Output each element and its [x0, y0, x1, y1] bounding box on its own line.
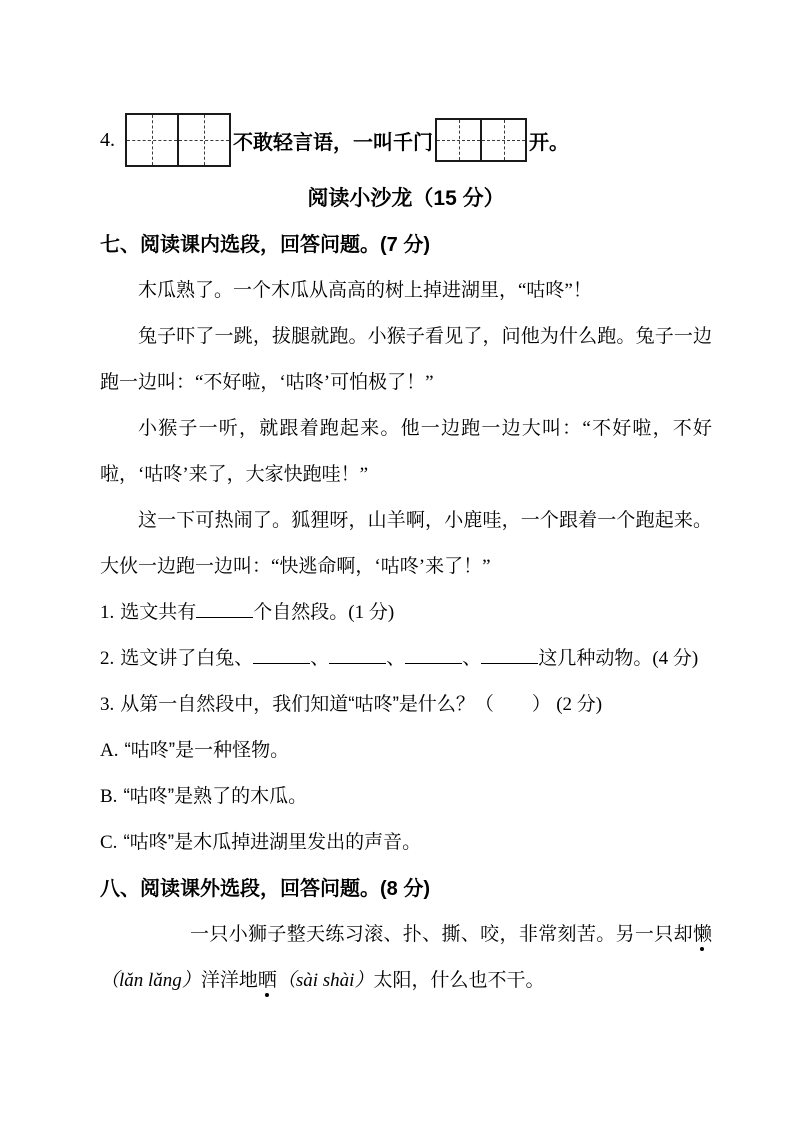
- question-1-text-before: 选文共有: [120, 602, 197, 623]
- poem-text-end: 开。: [529, 131, 569, 154]
- section-7-heading: 七、阅读课内选段，回答问题。(7 分): [100, 234, 430, 256]
- list-separator: 、: [462, 648, 482, 669]
- pinyin-choice-lan: （lǎn lǎng）: [100, 970, 201, 991]
- question-1-score: (1 分): [348, 602, 395, 623]
- answer-blank: [405, 649, 462, 664]
- passage-paragraph-1: 木瓜熟了。一个木瓜从高高的树上掉进湖里，“咕咚”！: [138, 280, 592, 301]
- writing-grid-cell: [437, 120, 480, 160]
- section-title-reading-salon: 阅读小沙龙（15 分）: [307, 187, 505, 210]
- item-4-row: [100, 112, 712, 168]
- question-1-number: 1.: [100, 602, 115, 623]
- passage-paragraph-2: 兔子吓了一跳，拔腿就跑。小猴子看见了，问他为什么跑。兔子一边跑一边叫：“不好啦，‘咕咚’可怕极了！”: [100, 326, 712, 393]
- option-a: [100, 728, 712, 774]
- list-separator: 、: [386, 648, 406, 669]
- option-a-label: A.: [100, 740, 119, 761]
- lion-passage-part-1: 一只小狮子整天练习滚、扑、撕、咬，非常刻苦。另一只却: [190, 924, 693, 945]
- question-3-number: 3.: [100, 694, 115, 715]
- option-b-label: B.: [100, 786, 118, 807]
- lion-passage-part-3: 太阳，什么也不干。: [373, 970, 545, 991]
- emphasized-char-shai: 晒: [257, 970, 277, 991]
- option-c: [100, 820, 712, 866]
- lion-passage-part-2: 洋洋地: [200, 970, 258, 991]
- answer-blank: [253, 649, 310, 664]
- answer-bracket: （ ）: [474, 694, 551, 715]
- question-2-number: 2.: [100, 648, 115, 669]
- writing-grid-cell: [127, 115, 177, 165]
- question-2-text-before: 选文讲了白兔、: [120, 648, 254, 669]
- question-1-text-after: 个自然段。: [253, 602, 349, 623]
- passage-paragraph-4: 这一下可热闹了。狐狸呀，山羊啊，小鹿哇，一个跟着一个跑起来。大伙一边跑一边叫：“快逃命啊，‘咕咚’来了！”: [100, 510, 712, 577]
- option-b-text: “咕咚”是熟了的木瓜。: [123, 786, 308, 807]
- answer-blank: [481, 649, 538, 664]
- poem-text-middle: 不敢轻言语，一叫千门: [233, 131, 433, 154]
- question-2-score: (4 分): [652, 648, 699, 669]
- answer-blank: [329, 649, 386, 664]
- question-3-text: 从第一自然段中，我们知道“咕咚”是什么？: [120, 694, 475, 715]
- question-3: [100, 682, 712, 728]
- question-1: [100, 590, 712, 636]
- option-c-label: C.: [100, 832, 118, 853]
- option-a-text: “咕咚”是一种怪物。: [124, 740, 290, 761]
- list-separator: 、: [310, 648, 330, 669]
- item-4-number: 4.: [100, 128, 115, 151]
- option-b: [100, 774, 712, 820]
- lion-passage: [100, 912, 712, 1004]
- question-3-score: (2 分): [556, 694, 603, 715]
- answer-blank: [196, 603, 253, 618]
- writing-grid-cell: [480, 120, 525, 160]
- writing-grid-box-2: [435, 118, 527, 162]
- question-2-text-after: 这几种动物。: [538, 648, 653, 669]
- question-2: [100, 636, 712, 682]
- writing-grid-cell: [177, 115, 229, 165]
- section-8-heading: 八、阅读课外选段，回答问题。(8 分): [100, 878, 430, 900]
- option-c-text: “咕咚”是木瓜掉进湖里发出的声音。: [123, 832, 422, 853]
- writing-grid-box-1: [125, 113, 231, 167]
- pinyin-choice-shai: （sài shài）: [276, 970, 374, 991]
- emphasized-char-lan: 懒: [692, 924, 712, 945]
- passage-paragraph-3: 小猴子一听，就跟着跑起来。他一边跑一边大叫：“不好啦，不好啦，‘咕咚’来了，大家快跑哇！”: [100, 418, 712, 485]
